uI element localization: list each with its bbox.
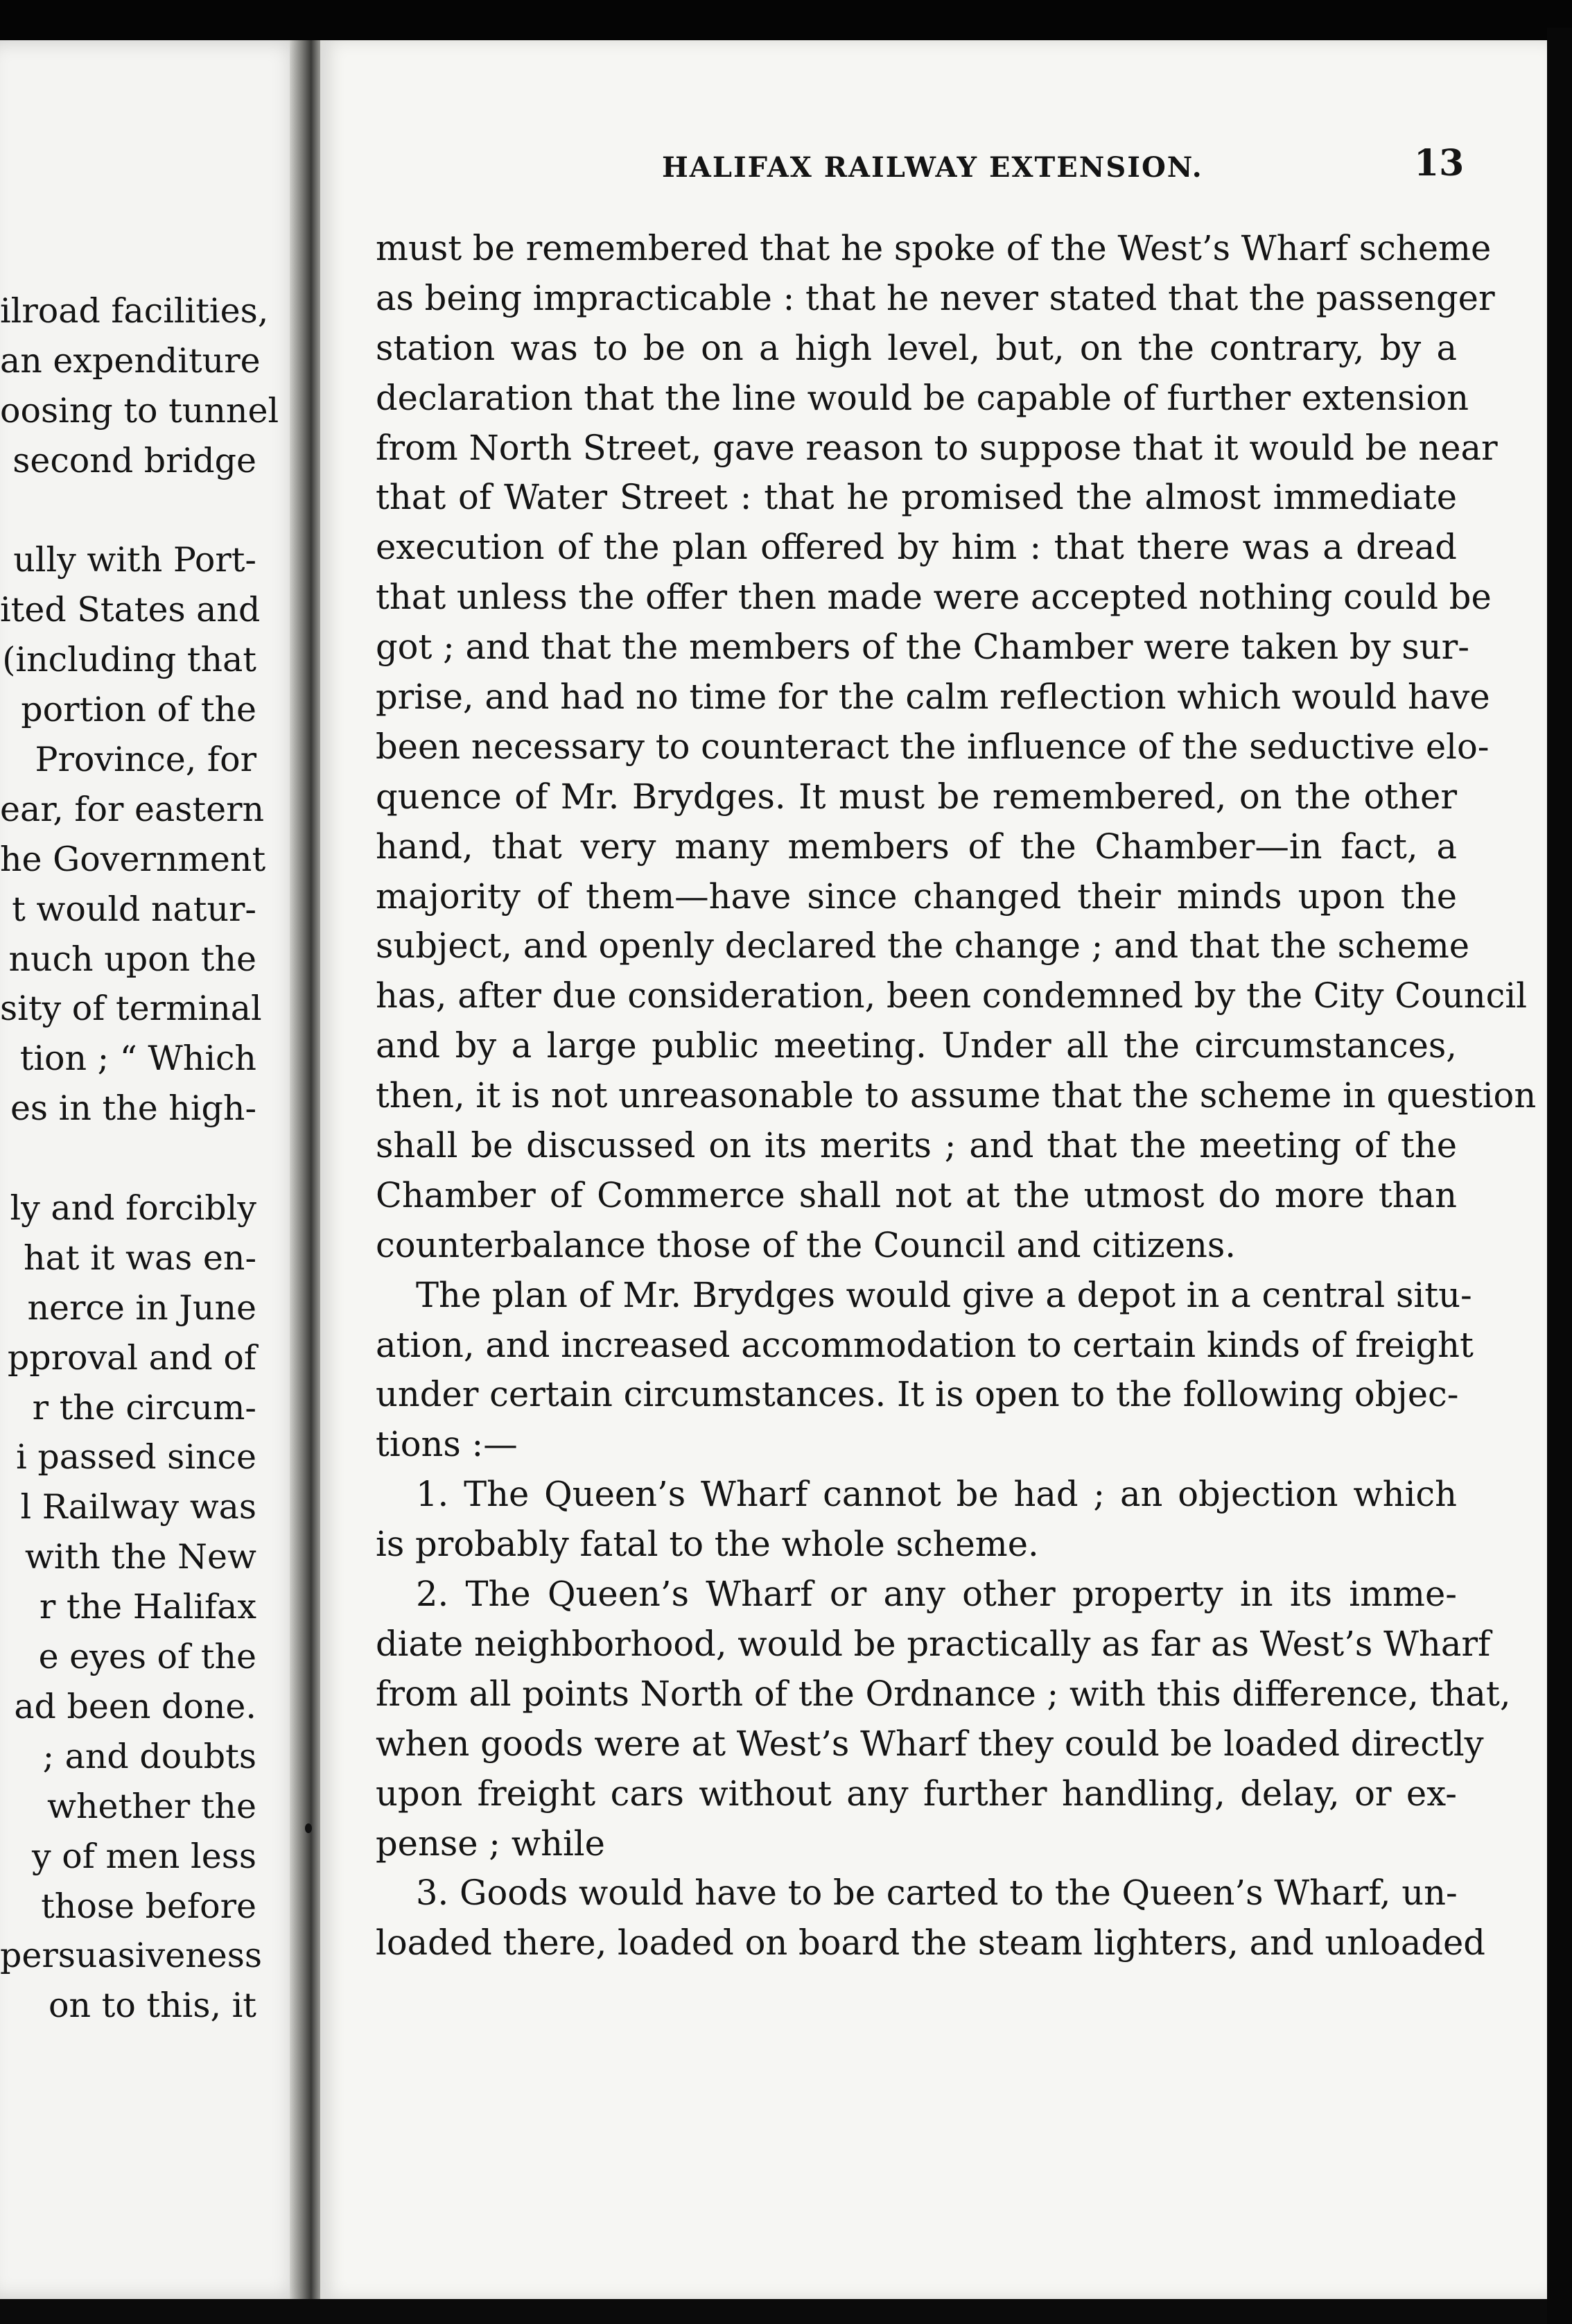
text-line: then, it is not unreasonable to assume that the scheme in question	[376, 1075, 1537, 1116]
scan-right-border	[1547, 28, 1572, 2324]
text-line: has, after due consideration, been condemned by the City Council	[376, 975, 1528, 1016]
left-line: he Government	[0, 839, 266, 879]
text-line: Chamber of Commerce shall not at the utmost do more than	[376, 1174, 1457, 1215]
text-line: must be remembered that he spoke of the West’s Wharf scheme	[376, 228, 1492, 268]
left-line: with the New	[24, 1537, 256, 1577]
left-line: (including that	[2, 640, 256, 680]
text-line: counterbalance those of the Council and citizens.	[376, 1224, 1237, 1265]
ink-speck	[305, 1823, 312, 1833]
left-line: r the circum-	[32, 1387, 256, 1428]
left-line: sity of terminal	[0, 989, 262, 1029]
left-line: pproval and of	[7, 1337, 256, 1378]
left-line: tion ; “ Which	[19, 1039, 256, 1079]
book-gutter	[290, 40, 320, 2299]
text-line: 3. Goods would have to be carted to the Queen’s Wharf, un-	[416, 1873, 1458, 1914]
left-line: nuch upon the	[8, 939, 256, 979]
text-line: diate neighborhood, would be practically as far as West’s Wharf	[376, 1623, 1491, 1664]
left-line: ad been done.	[14, 1686, 256, 1726]
left-line: an expenditure	[0, 340, 261, 381]
text-line: is probably fatal to the whole scheme.	[376, 1524, 1039, 1565]
left-line: r the Halifax	[39, 1587, 256, 1627]
text-line: and by a large public meeting. Under all the circumstances,	[376, 1025, 1457, 1066]
left-line: e eyes of the	[38, 1637, 256, 1677]
text-line: that unless the offer then made were accepted nothing could be	[376, 577, 1492, 618]
text-line: when goods were at West’s Wharf they could be loaded directly	[376, 1723, 1484, 1764]
left-line: ly and forcibly	[10, 1188, 256, 1229]
left-line: ited States and	[0, 590, 261, 630]
left-line: Province, for	[35, 740, 256, 780]
left-line: portion of the	[21, 690, 256, 730]
left-line: t would natur-	[12, 889, 256, 929]
left-line: ; and doubts	[42, 1736, 256, 1776]
left-line: l Railway was	[20, 1487, 256, 1527]
left-line: y of men less	[31, 1836, 256, 1876]
text-line: The plan of Mr. Brydges would give a depot in a central situ-	[416, 1274, 1472, 1315]
left-line: i passed since	[16, 1437, 256, 1477]
text-line: tions :—	[376, 1424, 518, 1465]
left-line: persuasiveness	[0, 1936, 263, 1976]
left-page	[0, 40, 305, 2299]
text-line: majority of them—have since changed their minds upon the	[376, 876, 1457, 917]
text-line: declaration that the line would be capable of further extension	[376, 377, 1469, 418]
left-line: ear, for eastern	[0, 789, 265, 829]
left-line: hat it was en-	[24, 1238, 256, 1278]
text-line: hand, that very many members of the Chamber—in fact, a	[376, 826, 1457, 867]
text-line: shall be discussed on its merits ; and that the meeting of the	[376, 1125, 1457, 1166]
left-line	[0, 486, 256, 536]
text-line: upon freight cars without any further handling, delay, or ex-	[376, 1773, 1457, 1814]
text-line: loaded there, loaded on board the steam lighters, and unloaded	[376, 1923, 1485, 1963]
text-line: quence of Mr. Brydges. It must be remembered, on the other	[376, 776, 1457, 817]
running-head: HALIFAX RAILWAY EXTENSION.	[662, 151, 1203, 184]
text-line: as being impracticable : that he never stated that the passenger	[376, 277, 1495, 318]
text-line: ation, and increased accommodation to certain kinds of freight	[376, 1324, 1474, 1365]
text-line: under certain circumstances. It is open to the following objec-	[376, 1374, 1459, 1415]
left-page-text	[0, 286, 279, 2031]
text-line: execution of the plan offered by him : that there was a dread	[376, 527, 1457, 568]
left-line: second bridge	[12, 440, 256, 480]
body-text	[376, 224, 1537, 1968]
text-line: from all points North of the Ordnance ; with this difference, that,	[376, 1673, 1511, 1714]
text-line: got ; and that the members of the Chamber were taken by sur-	[376, 627, 1469, 668]
text-line: prise, and had no time for the calm reflection which would have	[376, 677, 1490, 718]
left-line: those before	[41, 1886, 256, 1926]
left-line: ilroad facilities,	[0, 291, 269, 331]
left-line: ully with Port-	[13, 540, 256, 580]
left-line: es in the high-	[10, 1089, 256, 1129]
text-line: pense ; while	[376, 1823, 605, 1864]
left-line: whether the	[47, 1786, 256, 1826]
text-line: 2. The Queen’s Wharf or any other property in its imme-	[416, 1574, 1457, 1615]
text-line: from North Street, gave reason to suppose that it would be near	[376, 427, 1498, 468]
text-line: subject, and openly declared the change ; and that the scheme	[376, 926, 1470, 966]
left-line	[0, 1134, 256, 1183]
text-line: 1. The Queen’s Wharf cannot be had ; an objection which	[416, 1474, 1457, 1515]
left-line: nerce in June	[27, 1287, 256, 1328]
left-line: oosing to tunnel	[0, 390, 279, 431]
text-line: that of Water Street : that he promised the almost immediate	[376, 477, 1457, 518]
page-number: 13	[1414, 142, 1465, 184]
left-line: on to this, it	[49, 1986, 256, 2026]
text-line: been necessary to counteract the influence of the seductive elo-	[376, 726, 1490, 767]
text-line: station was to be on a high level, but, on the contrary, by a	[376, 327, 1457, 368]
